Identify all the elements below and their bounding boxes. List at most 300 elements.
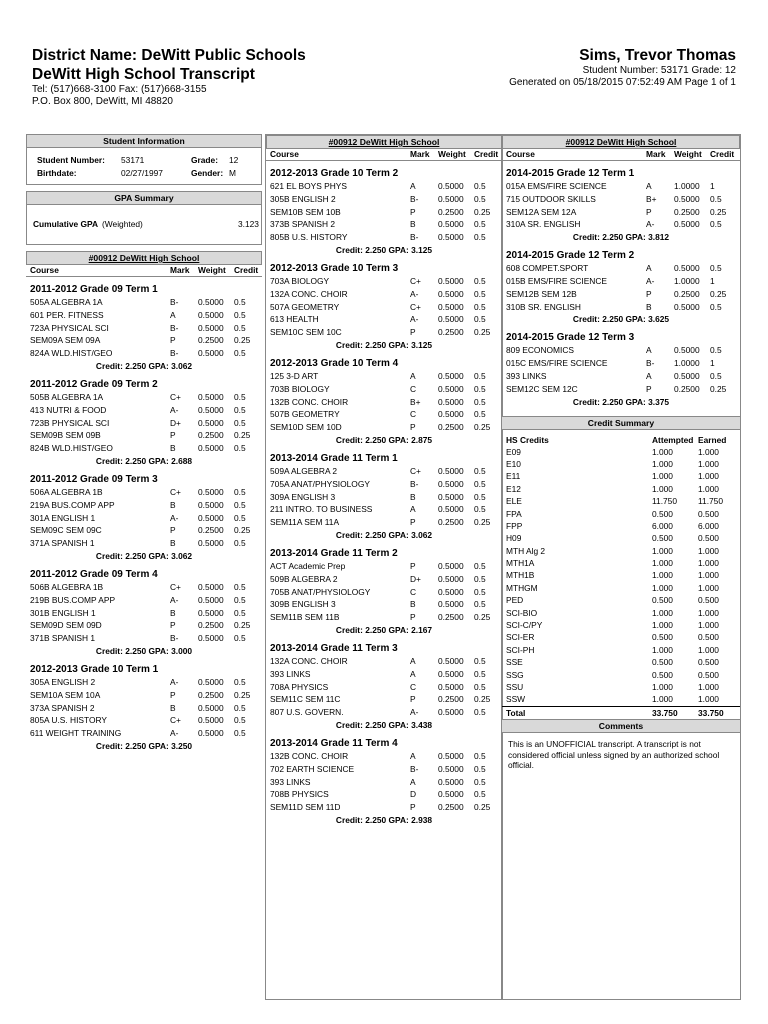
course-mark: A- [170, 404, 179, 415]
course-mark: B- [410, 232, 419, 243]
credit-row [502, 582, 740, 594]
course-name: ACT Academic Prep [270, 560, 346, 571]
course-weight: 0.5000 [438, 750, 464, 761]
course-credit: 0.5 [710, 301, 722, 312]
course-name: 708B PHYSICS [270, 789, 329, 800]
column-3 [501, 134, 741, 1000]
credit-area: MTH1A [506, 558, 535, 569]
course-mark: P [646, 383, 652, 394]
course-row [502, 288, 740, 301]
course-name: 702 EARTH SCIENCE [270, 763, 355, 774]
credit-summary-rows [502, 446, 740, 706]
course-mark: P [646, 206, 652, 217]
credit-attempted: 1.000 [652, 570, 673, 581]
course-row [502, 180, 740, 193]
course-mark: A- [646, 219, 655, 230]
course-credit: 0.5 [474, 750, 486, 761]
course-credit: 0.25 [234, 689, 251, 700]
grade-value: 12 [229, 155, 239, 165]
course-name: 805A U.S. HISTORY [30, 715, 107, 726]
credit-attempted: 0.500 [652, 508, 673, 519]
course-name: 705A ANAT/PHYSIOLOGY [270, 478, 370, 489]
course-credit: 0.5 [474, 409, 486, 420]
course-name: 705B ANAT/PHYSIOLOGY [270, 586, 371, 597]
course-name: 506B ALGEBRA 1B [30, 581, 104, 592]
course-mark: A- [410, 288, 419, 299]
course-row [266, 465, 502, 478]
course-name: SEM10B SEM 10B [270, 206, 341, 217]
course-mark: A [646, 263, 652, 274]
course-weight: 0.5000 [674, 219, 700, 230]
course-mark: P [410, 206, 416, 217]
credit-row [502, 656, 740, 668]
credit-row [502, 532, 740, 544]
credit-attempted: 11.750 [652, 496, 677, 507]
course-row [266, 693, 502, 706]
course-weight: 0.5000 [198, 404, 224, 415]
course-mark: C [410, 586, 417, 597]
course-name: 309B ENGLISH 3 [270, 599, 336, 610]
course-credit: 0.5 [710, 263, 722, 274]
term-title: 2012-2013 Grade 10 Term 4 [270, 357, 399, 369]
course-mark: C+ [410, 465, 421, 476]
course-row [26, 442, 262, 455]
course-name: 393 LINKS [270, 668, 311, 679]
mark-header: Mark [170, 265, 190, 275]
course-column-header [266, 149, 502, 161]
course-credit: 0.25 [234, 335, 251, 346]
course-name: 613 HEALTH [270, 314, 319, 325]
credit-area: SSU [506, 681, 524, 692]
course-mark: P [170, 430, 176, 441]
generated-line: Generated on 05/18/2015 07:52:49 AM Page 1 of 1 [509, 77, 736, 88]
credit-row [502, 470, 740, 482]
course-name: SEM10C SEM 10C [270, 327, 342, 338]
credit-summary [502, 430, 740, 720]
course-row [26, 581, 262, 594]
course-credit: 0.5 [234, 633, 246, 644]
credit-attempted: 1.000 [652, 545, 673, 556]
term-title: 2012-2013 Grade 10 Term 1 [30, 663, 159, 675]
course-mark: B- [410, 478, 419, 489]
course-mark: B [170, 702, 176, 713]
course-weight: 1.0000 [674, 358, 700, 369]
course-weight: 0.5000 [438, 707, 464, 718]
course-header: Course [270, 149, 299, 159]
credit-attempted: 0.500 [652, 669, 673, 680]
course-name: 015A EMS/FIRE SCIENCE [506, 181, 607, 191]
course-weight: 0.5000 [438, 573, 464, 584]
credit-attempted: 0.500 [652, 595, 673, 606]
course-mark: B- [646, 358, 655, 369]
term-title: 2012-2013 Grade 10 Term 2 [270, 168, 399, 179]
course-credit: 0.5 [474, 383, 486, 394]
course-name: SEM09D SEM 09D [30, 620, 102, 631]
course-name: SEM11D SEM 11D [270, 802, 341, 813]
course-credit: 0.5 [710, 370, 722, 381]
course-weight: 0.5000 [198, 322, 224, 333]
course-name: 824A WLD.HIST/GEO [30, 348, 113, 359]
credit-row [502, 495, 740, 507]
course-weight: 0.5000 [198, 309, 224, 320]
course-row [502, 218, 740, 231]
credit-row [502, 693, 740, 705]
course-mark: P [410, 422, 416, 433]
course-credit: 0.5 [234, 715, 246, 726]
term-credit-gpa: Credit: 2.250 GPA: 3.625 [572, 314, 670, 325]
course-row [266, 503, 502, 516]
course-mark: P [410, 517, 416, 528]
course-credit: 0.5 [474, 181, 486, 191]
course-weight: 0.2500 [438, 327, 464, 338]
course-credit: 0.5 [474, 776, 486, 787]
course-row [266, 313, 502, 326]
course-credit: 0.5 [474, 586, 486, 597]
course-name: 371A SPANISH 1 [30, 538, 95, 549]
course-name: 824B WLD.HIST/GEO [30, 443, 113, 454]
credit-attempted: 1.000 [652, 607, 673, 618]
course-credit: 0.5 [234, 581, 246, 592]
credit-earned: 6.000 [698, 520, 719, 531]
course-row [26, 702, 262, 715]
course-row [26, 334, 262, 347]
term-title: 2011-2012 Grade 09 Term 4 [30, 568, 158, 580]
credit-row [502, 569, 740, 581]
credit-area: FPP [506, 520, 523, 531]
course-mark: A [410, 504, 416, 515]
credit-earned: 0.500 [698, 533, 719, 544]
credit-earned: 11.750 [698, 496, 723, 507]
credit-area: SSG [506, 669, 524, 680]
course-mark: A [410, 181, 416, 191]
course-weight: 0.5000 [674, 301, 700, 312]
course-credit: 0.25 [474, 422, 491, 433]
course-weight: 0.5000 [438, 219, 464, 230]
gpa-row [27, 218, 261, 231]
course-weight: 0.5000 [438, 383, 464, 394]
credit-area: SSE [506, 657, 523, 668]
course-mark: P [170, 620, 176, 631]
course-name: 301B ENGLISH 1 [30, 607, 96, 618]
course-mark: A- [170, 512, 179, 523]
course-name: SEM09C SEM 09C [30, 525, 102, 536]
column-3-terms [502, 167, 740, 408]
gpa-summary-title: GPA Summary [26, 191, 262, 205]
course-row [266, 383, 502, 396]
term-title: 2014-2015 Grade 12 Term 2 [506, 250, 635, 262]
gpa-summary-box [26, 205, 262, 245]
course-weight: 0.2500 [438, 206, 464, 217]
school-header-1 [26, 251, 262, 265]
course-row [266, 478, 502, 491]
course-row [266, 788, 502, 801]
course-name: 505A ALGEBRA 1A [30, 297, 103, 307]
course-mark: A [646, 370, 652, 381]
course-row [266, 655, 502, 668]
credit-earned: 0.500 [698, 657, 719, 668]
comments-text: This is an UNOFFICIAL transcript. A transcript is not considered official unless signed by an authorized school official. [508, 739, 720, 771]
course-weight: 0.5000 [674, 193, 700, 204]
student-number-value: 53171 [121, 155, 145, 165]
course-name: 805B U.S. HISTORY [270, 232, 348, 243]
weight-header: Weight [198, 265, 226, 275]
course-mark: B+ [646, 193, 657, 204]
course-row [26, 607, 262, 620]
course-weight: 0.5000 [198, 728, 224, 739]
course-mark: B+ [410, 396, 421, 407]
course-header: Course [30, 265, 59, 275]
course-mark: C+ [410, 275, 421, 286]
credit-area: SCI-C/PY [506, 620, 543, 631]
comments-title: Comments [502, 719, 740, 733]
course-weight: 0.5000 [438, 681, 464, 692]
course-credit: 0.5 [474, 219, 486, 230]
course-name: SEM12C SEM 12C [506, 383, 578, 394]
course-mark: A- [410, 314, 419, 325]
credit-area: MTHGM [506, 582, 538, 593]
course-credit: 0.5 [474, 396, 486, 407]
course-mark: P [170, 689, 176, 700]
course-credit: 0.5 [234, 322, 246, 333]
course-name: 715 OUTDOOR SKILLS [506, 193, 596, 204]
course-weight: 0.5000 [198, 348, 224, 359]
credit-area: H09 [506, 533, 522, 544]
course-name: 505B ALGEBRA 1A [30, 391, 104, 402]
course-credit: 0.5 [474, 314, 486, 325]
credit-area: SCI-ER [506, 632, 535, 643]
course-mark: C+ [170, 581, 181, 592]
course-credit: 0.5 [234, 512, 246, 523]
course-weight: 0.5000 [438, 370, 464, 381]
course-credit: 0.5 [234, 728, 246, 739]
course-weight: 0.5000 [674, 263, 700, 274]
credit-attempted: 1.000 [652, 483, 673, 494]
credit-summary-title: Credit Summary [502, 416, 740, 430]
course-row [266, 681, 502, 694]
course-header: Course [506, 149, 535, 159]
term-title: 2013-2014 Grade 11 Term 2 [270, 547, 398, 559]
course-row [266, 370, 502, 383]
credit-attempted: 0.500 [652, 657, 673, 668]
course-weight: 0.5000 [438, 560, 464, 571]
course-weight: 0.5000 [438, 789, 464, 800]
course-credit: 0.5 [474, 370, 486, 381]
course-weight: 0.5000 [438, 763, 464, 774]
credit-row [502, 483, 740, 495]
course-row [266, 706, 502, 719]
course-name: SEM11B SEM 11B [270, 612, 340, 623]
term-title: 2014-2015 Grade 12 Term 1 [506, 168, 635, 179]
course-row [26, 404, 262, 417]
course-row [266, 218, 502, 231]
course-row [266, 396, 502, 409]
column-2-terms [266, 167, 502, 826]
course-name: SEM11C SEM 11C [270, 694, 341, 705]
course-row [26, 347, 262, 360]
district-name: District Name: DeWitt Public Schools [32, 47, 306, 64]
course-weight: 0.5000 [438, 193, 464, 204]
course-row [266, 598, 502, 611]
gpa-label: Cumulative GPA [33, 219, 98, 229]
course-credit: 0.25 [474, 206, 491, 217]
course-mark: P [170, 525, 176, 536]
mark-header: Mark [410, 149, 430, 159]
course-credit: 0.5 [474, 465, 486, 476]
credit-earned: 0.500 [698, 632, 719, 643]
course-name: 507B GEOMETRY [270, 409, 340, 420]
course-name: SEM11A SEM 11A [270, 517, 340, 528]
attempted-header: Attempted [652, 434, 694, 445]
course-weight: 0.5000 [438, 314, 464, 325]
course-credit: 0.25 [234, 525, 251, 536]
course-weight: 0.5000 [438, 275, 464, 286]
address-line: P.O. Box 800, DeWitt, MI 48820 [32, 96, 173, 107]
credit-earned: 1.000 [698, 558, 719, 569]
course-name: 509A ALGEBRA 2 [270, 465, 338, 476]
course-row [266, 288, 502, 301]
course-weight: 0.5000 [438, 504, 464, 515]
course-weight: 0.5000 [198, 443, 224, 454]
term-title: 2011-2012 Grade 09 Term 3 [30, 473, 158, 485]
course-credit: 0.5 [474, 301, 486, 312]
credit-earned: 1.000 [698, 607, 719, 618]
school-name: #00912 DeWitt High School [565, 137, 677, 147]
course-credit: 0.5 [234, 486, 246, 497]
course-name: 507A GEOMETRY [270, 301, 340, 312]
course-weight: 0.5000 [198, 633, 224, 644]
credit-earned: 0.500 [698, 508, 719, 519]
column-2 [265, 134, 503, 1000]
credit-area: E09 [506, 446, 521, 457]
course-mark: P [410, 802, 416, 813]
course-mark: B [410, 599, 416, 610]
course-name: 703B BIOLOGY [270, 383, 330, 394]
course-name: 608 COMPET.SPORT [506, 263, 589, 274]
gpa-qualifier: (Weighted) [102, 219, 143, 229]
course-mark: B- [410, 193, 419, 204]
credit-earned: 1.000 [698, 694, 719, 705]
course-mark: P [410, 612, 416, 623]
contact-line: Tel: (517)668-3100 Fax: (517)668-3155 [32, 84, 207, 95]
course-credit: 1 [710, 275, 715, 286]
course-weight: 0.5000 [438, 465, 464, 476]
course-row [502, 301, 740, 314]
course-mark: A [646, 181, 652, 191]
weight-header: Weight [438, 149, 466, 159]
total-label: Total [506, 707, 526, 718]
course-mark: C+ [410, 301, 421, 312]
course-credit: 0.5 [234, 309, 246, 320]
course-row [502, 357, 740, 370]
birthdate-label: Birthdate: [37, 168, 77, 178]
course-credit: 0.5 [234, 404, 246, 415]
course-column-header [502, 149, 740, 161]
student-number-line: Student Number: 53171 Grade: 12 [582, 65, 736, 76]
course-credit: 0.5 [474, 193, 486, 204]
course-weight: 0.2500 [198, 620, 224, 631]
credit-attempted: 1.000 [652, 681, 673, 692]
course-name: SEM09A SEM 09A [30, 335, 101, 346]
school-header-3 [502, 135, 740, 149]
credit-row [502, 545, 740, 557]
course-name: SEM10D SEM 10D [270, 422, 342, 433]
term-title: 2014-2015 Grade 12 Term 3 [506, 332, 635, 344]
course-row [266, 326, 502, 339]
course-credit: 0.5 [474, 560, 486, 571]
term-credit-gpa: Credit: 2.250 GPA: 2.938 [335, 814, 433, 825]
course-name: 219B BUS.COMP APP [30, 594, 116, 605]
course-weight: 0.2500 [438, 517, 464, 528]
course-name: 310A SR. ENGLISH [506, 219, 581, 230]
hs-credits-header: HS Credits [506, 434, 549, 445]
term-credit-gpa: Credit: 2.250 GPA: 2.167 [335, 624, 433, 635]
course-name: SEM12B SEM 12B [506, 288, 577, 299]
course-credit: 0.5 [474, 275, 486, 286]
credit-attempted: 1.000 [652, 458, 673, 469]
course-credit: 0.5 [234, 391, 246, 402]
course-mark: B [410, 219, 416, 230]
course-name: 373B SPANISH 2 [270, 219, 336, 230]
course-credit: 0.5 [474, 232, 486, 243]
course-credit: 0.5 [234, 499, 246, 510]
course-credit: 0.5 [234, 607, 246, 618]
credit-attempted: 0.500 [652, 533, 673, 544]
credit-area: E10 [506, 458, 521, 469]
course-weight: 0.5000 [438, 478, 464, 489]
credit-attempted: 1.000 [652, 582, 673, 593]
course-weight: 0.2500 [438, 802, 464, 813]
course-credit: 1 [710, 181, 715, 191]
course-mark: P [646, 288, 652, 299]
course-mark: A- [410, 707, 419, 718]
course-weight: 0.5000 [438, 599, 464, 610]
course-name: 393 LINKS [270, 776, 311, 787]
credit-earned: 1.000 [698, 458, 719, 469]
course-mark: A- [170, 676, 179, 687]
course-mark: A [410, 750, 416, 761]
course-name: 309A ENGLISH 3 [270, 491, 336, 502]
course-mark: D+ [170, 417, 181, 428]
term-title: 2013-2014 Grade 11 Term 3 [270, 642, 398, 654]
course-row [502, 262, 740, 275]
course-mark: C+ [170, 486, 181, 497]
course-mark: A- [646, 275, 655, 286]
credit-attempted: 6.000 [652, 520, 673, 531]
course-mark: P [410, 694, 416, 705]
course-credit: 0.5 [234, 538, 246, 549]
course-row [502, 344, 740, 357]
course-credit: 0.25 [474, 802, 491, 813]
course-row [26, 676, 262, 689]
course-name: 509B ALGEBRA 2 [270, 573, 338, 584]
course-weight: 0.2500 [438, 694, 464, 705]
course-mark: A [646, 345, 652, 356]
course-mark: B [170, 499, 176, 510]
term-title: 2012-2013 Grade 10 Term 3 [270, 262, 399, 274]
credit-earned: 1.000 [698, 545, 719, 556]
gpa-value: 3.123 [238, 219, 259, 229]
course-name: 305A ENGLISH 2 [30, 676, 96, 687]
credit-area: SCI-BIO [506, 607, 538, 618]
course-row [26, 429, 262, 442]
course-weight: 0.5000 [674, 345, 700, 356]
course-mark: B- [170, 633, 179, 644]
course-weight: 0.5000 [438, 409, 464, 420]
course-weight: 0.5000 [438, 301, 464, 312]
term-title: 2013-2014 Grade 11 Term 1 [270, 452, 398, 464]
course-row [266, 763, 502, 776]
credit-header: Credit [710, 149, 735, 159]
